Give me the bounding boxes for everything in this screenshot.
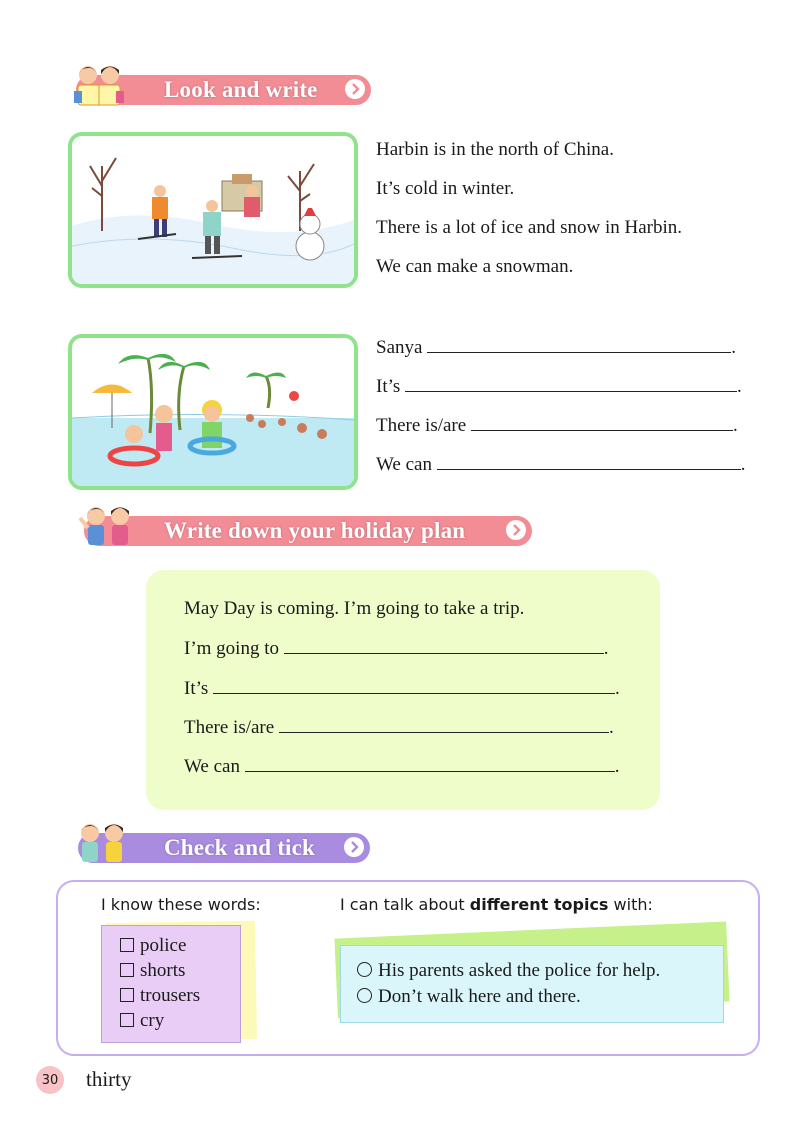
topic-item[interactable] (357, 960, 660, 982)
plan-prompt-1: I’m going to (184, 638, 279, 659)
sanya-line-1: Sanya . (376, 337, 736, 358)
plan-blank-4[interactable] (245, 755, 615, 772)
plan-blank-2[interactable] (213, 677, 615, 694)
words-heading: I know these words: (101, 895, 261, 914)
look-and-write-banner (76, 75, 371, 105)
plan-prompt-4: We can (184, 756, 240, 777)
children-reading-icon (66, 61, 136, 111)
plan-line-2: It’s . (184, 678, 620, 699)
children-pointing-icon (68, 819, 138, 869)
word-card (101, 925, 241, 1043)
holiday-intro: May Day is coming. I’m going to take a trip. (184, 598, 525, 619)
beach-scene-illustration (68, 334, 358, 490)
winter-scene-illustration (68, 132, 358, 288)
harbin-line-4: We can make a snowman. (376, 256, 574, 277)
word-item[interactable] (120, 1010, 164, 1032)
sanya-prompt-2: It’s (376, 376, 401, 397)
sanya-line-3: There is/are . (376, 415, 738, 436)
topics-heading-post: with: (608, 895, 653, 914)
word-trousers: trousers (140, 985, 201, 1006)
sanya-line-4: We can . (376, 454, 746, 475)
look-and-write-title: Look and write (164, 77, 318, 102)
sanya-blank-1[interactable] (427, 336, 731, 353)
word-item[interactable] (120, 985, 200, 1007)
checkbox-icon[interactable] (120, 938, 134, 952)
topic-sentence-1: His parents asked the police for help. (378, 960, 661, 981)
harbin-line-1: Harbin is in the north of China. (376, 139, 614, 160)
plan-prompt-3: There is/are (184, 717, 275, 738)
arrow-right-circle-icon[interactable] (344, 837, 364, 857)
word-item[interactable] (120, 960, 185, 982)
harbin-line-3: There is a lot of ice and snow in Harbin. (376, 217, 683, 238)
topics-heading-bold: different topics (469, 895, 609, 914)
topic-sentence-2: Don’t walk here and there. (378, 986, 581, 1007)
plan-blank-1[interactable] (284, 637, 604, 654)
topic-card (340, 945, 724, 1023)
sanya-prompt-3: There is/are (376, 415, 467, 436)
word-item[interactable] (120, 935, 186, 957)
topics-heading-pre: I can talk about (340, 895, 470, 914)
arrow-right-circle-icon[interactable] (345, 79, 365, 99)
holiday-plan-title: Write down your holiday plan (164, 518, 466, 543)
plan-blank-3[interactable] (279, 716, 609, 733)
sanya-blank-3[interactable] (471, 414, 733, 431)
children-waving-icon (74, 502, 144, 552)
sanya-blank-4[interactable] (437, 453, 741, 470)
plan-line-3: There is/are . (184, 717, 614, 738)
check-and-tick-title: Check and tick (164, 835, 316, 860)
sanya-prompt-4: We can (376, 454, 432, 475)
sanya-prompt-1: Sanya (376, 337, 423, 358)
checkbox-icon[interactable] (120, 988, 134, 1002)
radio-circle-icon[interactable] (357, 988, 372, 1003)
topics-heading (340, 894, 653, 916)
arrow-right-circle-icon[interactable] (506, 520, 526, 540)
checkbox-icon[interactable] (120, 963, 134, 977)
harbin-line-2: It’s cold in winter. (376, 178, 515, 199)
plan-prompt-2: It’s (184, 678, 209, 699)
word-police: police (140, 935, 187, 956)
sanya-blank-2[interactable] (405, 375, 737, 392)
word-cry: cry (140, 1010, 165, 1031)
topic-item[interactable] (357, 986, 581, 1008)
check-and-tick-banner (78, 833, 370, 863)
holiday-plan-banner (84, 516, 532, 546)
radio-circle-icon[interactable] (357, 962, 372, 977)
sanya-line-2: It’s . (376, 376, 742, 397)
page-number: 30 (36, 1066, 64, 1094)
word-shorts: shorts (140, 960, 186, 981)
checkbox-icon[interactable] (120, 1013, 134, 1027)
plan-line-1: I’m going to . (184, 638, 609, 659)
page-number-word: thirty (86, 1067, 132, 1091)
plan-line-4: We can . (184, 756, 620, 777)
